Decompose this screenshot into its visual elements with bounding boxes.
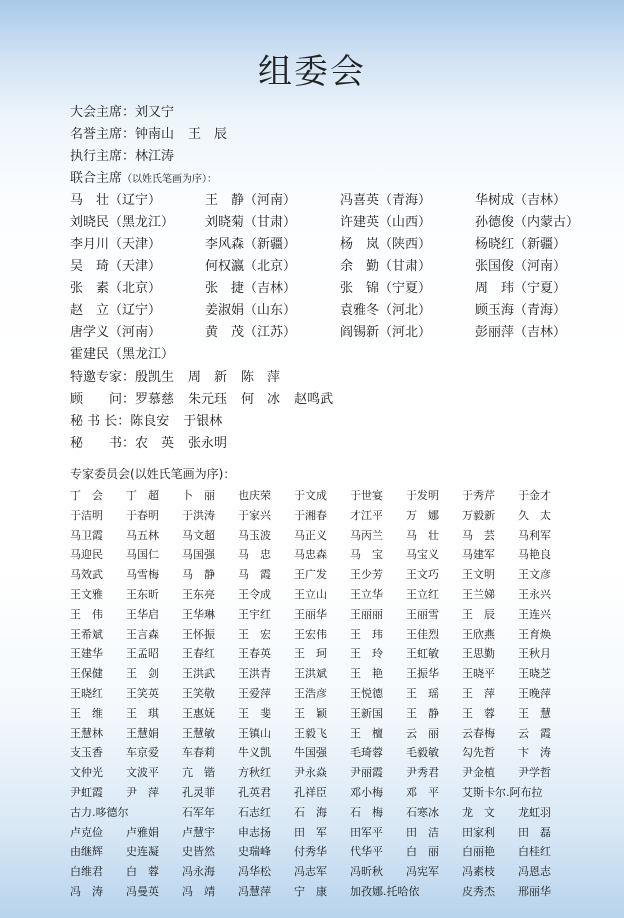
expert-name: 宁 康 — [294, 885, 327, 898]
expert-name: 尹 萍 — [126, 786, 159, 799]
expert-name: 马国强 — [182, 548, 215, 562]
expert-name: 冯志军 — [294, 865, 327, 879]
expert-name: 王立山 — [294, 588, 327, 601]
expert-name: 王宇红 — [238, 607, 271, 621]
expert-name: 王洪武 — [182, 667, 215, 681]
expert-name: 王 斐 — [238, 706, 271, 720]
expert-name: 王毅飞 — [294, 726, 327, 740]
expert-name: 冯永海 — [182, 865, 215, 879]
expert-name: 马国仁 — [126, 548, 159, 562]
expert-name: 田军平 — [350, 825, 383, 839]
expert-name: 王 琪 — [126, 706, 159, 720]
expert-name: 于洪涛 — [182, 508, 215, 522]
president-line — [70, 103, 188, 123]
expert-name: 王欣燕 — [462, 627, 495, 641]
expert-name: 王晓平 — [462, 667, 495, 681]
expert-name: 王思勤 — [462, 647, 495, 661]
expert-name: 万 娜 — [406, 508, 439, 522]
expert-name: 皮秀杰 — [462, 885, 495, 898]
expert-name: 万毅新 — [462, 508, 495, 522]
expert-name: 田家利 — [462, 825, 495, 839]
expert-name: 史连凝 — [126, 845, 159, 859]
joint-chair-name: 张 素（北京） — [70, 281, 162, 296]
expert-name: 云 丽 — [406, 726, 439, 740]
expert-name: 龙 文 — [462, 805, 495, 819]
joint-chair-name: 杨 岚（陕西） — [340, 237, 432, 252]
expert-name: 王 萍 — [462, 687, 495, 700]
expert-name: 马建军 — [462, 548, 495, 562]
expert-name: 王文雅 — [70, 588, 103, 601]
expert-name: 石 海 — [294, 805, 327, 819]
expert-name: 文仲光 — [70, 766, 103, 780]
expert-name: 马利军 — [518, 528, 551, 542]
expert-name: 王 瑶 — [406, 687, 439, 700]
expert-name: 王惠妩 — [182, 706, 215, 720]
expert-name: 王 宏 — [238, 627, 271, 641]
expert-name: 代华平 — [350, 845, 383, 859]
expert-name: 车京爱 — [126, 746, 159, 760]
advisors-line — [70, 390, 347, 410]
expert-name: 牛义凯 — [238, 746, 271, 760]
joint-chairs-heading — [70, 169, 217, 189]
expert-name: 毛琦蓉 — [350, 746, 383, 760]
expert-name: 王 伟 — [70, 607, 103, 621]
expert-name: 王连兴 — [518, 607, 551, 621]
expert-name: 石军年 — [182, 805, 215, 819]
joint-label: 联合主席 — [70, 171, 123, 186]
joint-note: （以姓氏笔画为序）： — [122, 174, 218, 185]
advisor-name: 赵鸣武 — [294, 392, 334, 407]
expert-name: 马文超 — [182, 528, 215, 542]
expert-name: 王 静 — [406, 706, 439, 720]
expert-name: 石志红 — [238, 805, 271, 819]
joint-chair-name: 杨晓红（新疆） — [475, 237, 567, 252]
experts-heading: 专家委员会(以姓氏笔画为序)： — [70, 467, 236, 481]
expert-name: 王立红 — [406, 588, 439, 601]
advisor-name: 罗慕慈 — [135, 392, 175, 407]
expert-name: 王令成 — [238, 588, 271, 601]
expert-name: 王慧敏 — [182, 726, 215, 740]
honorary-label: 名誉主席： — [70, 127, 136, 142]
expert-name: 王少芳 — [350, 568, 383, 582]
expert-name: 王兰娣 — [462, 588, 495, 601]
expert-name: 古力.哆德尔 — [70, 805, 129, 819]
honorary-line — [70, 125, 241, 145]
expert-name: 王爱萍 — [238, 687, 271, 700]
expert-name: 王孟昭 — [126, 647, 159, 661]
expert-name: 孔灵菲 — [182, 786, 215, 799]
expert-name: 王东昕 — [126, 588, 159, 601]
expert-name: 冯慧萍 — [238, 885, 271, 898]
joint-chair-name: 王 静（河南） — [205, 193, 297, 208]
expert-name: 王春英 — [238, 647, 271, 661]
expert-name: 卜 丽 — [182, 489, 215, 502]
expert-name: 丁 超 — [126, 489, 159, 502]
expert-name: 冯 靖 — [182, 885, 215, 898]
expert-name: 王丽丽 — [350, 607, 383, 621]
expert-name: 方秋红 — [238, 766, 271, 780]
president-name: 刘又宁 — [135, 105, 175, 120]
executive-line — [70, 147, 188, 167]
expert-name: 王立华 — [350, 588, 383, 601]
joint-chair-name: 刘晓民（黑龙江） — [70, 215, 175, 230]
expert-name: 王希斌 — [70, 627, 103, 641]
expert-name: 马雪梅 — [126, 568, 159, 582]
expert-name: 冯曼英 — [126, 885, 159, 898]
expert-name: 王悦德 — [350, 687, 383, 700]
expert-name: 王丽雪 — [406, 607, 439, 621]
expert-name: 王镇山 — [238, 726, 271, 740]
joint-chair-name: 刘晓菊（甘肃） — [205, 215, 297, 230]
expert-name: 冯恩志 — [518, 865, 551, 879]
joint-chair-name: 余 勤（甘肃） — [340, 259, 432, 274]
expert-name: 石 梅 — [350, 805, 383, 819]
joint-chair-name: 孙德俊（内蒙古） — [475, 215, 580, 230]
secretaries-line — [70, 434, 241, 454]
expert-name: 于家兴 — [238, 508, 271, 522]
expert-name: 马 忠 — [238, 548, 271, 562]
secretary-name: 张永明 — [188, 436, 228, 451]
expert-name: 马卫霞 — [70, 528, 103, 542]
expert-name: 毛毅敏 — [406, 746, 439, 760]
special-experts-line — [70, 368, 294, 388]
executive-label: 执行主席： — [70, 149, 136, 164]
expert-name: 孔英君 — [238, 786, 271, 799]
expert-name: 马忠森 — [294, 548, 327, 562]
joint-chair-name: 华树成（吉林） — [475, 193, 567, 208]
expert-name: 尹金植 — [462, 766, 495, 780]
joint-chair-name: 张 锦（宁夏） — [340, 281, 432, 296]
expert-name: 于洁明 — [70, 508, 103, 522]
special-expert-name: 陈 萍 — [241, 370, 281, 385]
expert-name: 王永兴 — [518, 588, 551, 601]
expert-name: 王言森 — [126, 627, 159, 641]
executive-name: 林江涛 — [135, 149, 175, 164]
secretary-general-name: 陈良安 — [130, 414, 170, 429]
expert-name: 冯华松 — [238, 865, 271, 879]
expert-name: 久 太 — [518, 508, 551, 522]
expert-name: 王华启 — [126, 607, 159, 621]
expert-name: 艾斯卡尔.阿布拉 — [462, 786, 543, 799]
expert-name: 白 丽 — [406, 845, 439, 859]
expert-name: 王浩彦 — [294, 687, 327, 700]
expert-name: 冯素枝 — [462, 865, 495, 879]
expert-name: 马 静 — [182, 568, 215, 582]
expert-name: 马宝义 — [406, 548, 439, 562]
expert-name: 王晚萍 — [518, 687, 551, 700]
expert-name: 王佳烈 — [406, 627, 439, 641]
expert-name: 于春明 — [126, 508, 159, 522]
expert-name: 邓小梅 — [350, 786, 383, 799]
expert-name: 王东亮 — [182, 588, 215, 601]
advisor-name: 朱元珏 — [188, 392, 228, 407]
joint-chair-name: 唐学义（河南） — [70, 325, 162, 340]
expert-name: 田 军 — [294, 825, 327, 839]
expert-name: 王丽华 — [294, 607, 327, 621]
joint-chair-name: 李月川（天津） — [70, 237, 162, 252]
expert-name: 马 芸 — [462, 528, 495, 542]
expert-name: 王 颖 — [294, 706, 327, 720]
expert-name: 云 霞 — [518, 726, 551, 740]
expert-name: 史瑞峰 — [238, 845, 271, 859]
expert-name: 孔祥臣 — [294, 786, 327, 799]
expert-name: 王秋月 — [518, 647, 551, 661]
expert-name: 付秀华 — [294, 845, 327, 859]
expert-name: 于金才 — [518, 489, 551, 502]
expert-name: 王笑敬 — [182, 687, 215, 700]
joint-chair-name: 马 壮（辽宁） — [70, 193, 162, 208]
expert-name: 龙虹羽 — [518, 805, 551, 819]
joint-chair-name: 黄 茂（江苏） — [205, 325, 297, 340]
joint-chair-name: 吴 琦（天津） — [70, 259, 162, 274]
expert-name: 于湘春 — [294, 508, 327, 522]
expert-name: 支玉香 — [70, 746, 103, 760]
expert-name: 丁 会 — [70, 489, 103, 502]
expert-name: 邢丽华 — [518, 885, 551, 898]
expert-name: 王笑英 — [126, 687, 159, 700]
secretary-general-name: 于银林 — [183, 414, 223, 429]
expert-name: 马艳良 — [518, 548, 551, 562]
expert-name: 马 宝 — [350, 548, 383, 562]
expert-name: 冯昕秋 — [350, 865, 383, 879]
expert-name: 亢 锴 — [182, 766, 215, 780]
expert-name: 于秀芹 — [462, 489, 495, 502]
expert-name: 才江平 — [350, 508, 383, 522]
expert-name: 卢慧宇 — [182, 825, 215, 839]
expert-name: 王 慧 — [518, 706, 551, 720]
expert-name: 王育焕 — [518, 627, 551, 641]
secretary-general-label: 秘 书 长： — [70, 414, 131, 429]
honorary-name: 钟南山 — [135, 127, 175, 142]
expert-name: 申志扬 — [238, 825, 271, 839]
expert-name: 王 维 — [70, 706, 103, 720]
joint-chair-name: 何权瀛（北京） — [205, 259, 297, 274]
joint-chair-name: 周 玮（宁夏） — [475, 281, 567, 296]
expert-name: 马正义 — [294, 528, 327, 542]
joint-chair-name: 冯喜英（青海） — [340, 193, 432, 208]
expert-name: 王广发 — [294, 568, 327, 582]
president-label: 大会主席： — [70, 105, 136, 120]
expert-name: 白丽艳 — [462, 845, 495, 859]
expert-name: 马玉波 — [238, 528, 271, 542]
special-expert-name: 殷凯生 — [135, 370, 175, 385]
expert-name: 王春红 — [182, 647, 215, 661]
expert-name: 冯 涛 — [70, 885, 103, 898]
expert-name: 王洪青 — [238, 667, 271, 681]
expert-name: 车春莉 — [182, 746, 215, 760]
expert-name: 马效武 — [70, 568, 103, 582]
page-title: 组委会 — [258, 52, 366, 92]
expert-name: 也庆荣 — [238, 489, 271, 502]
expert-name: 卢雅娟 — [126, 825, 159, 839]
secretary-name: 农 英 — [135, 436, 175, 451]
expert-name: 王怀振 — [182, 627, 215, 641]
expert-name: 尹学哲 — [518, 766, 551, 780]
joint-chair-name: 霍建民（黑龙江） — [70, 347, 175, 362]
joint-chair-name: 袁雅冬（河北） — [340, 303, 432, 318]
expert-name: 邓 平 — [406, 786, 439, 799]
expert-name: 王 辰 — [462, 607, 495, 621]
joint-chair-name: 赵 立（辽宁） — [70, 303, 162, 318]
secretaries-label: 秘 书： — [70, 436, 136, 451]
joint-chair-name: 张国俊（河南） — [475, 259, 567, 274]
joint-chair-name: 许建英（山西） — [340, 215, 432, 230]
joint-chair-name: 阎锡新（河北） — [340, 325, 432, 340]
secretary-general-line — [70, 412, 236, 432]
expert-name: 田 洁 — [406, 825, 439, 839]
expert-name: 由继辉 — [70, 845, 103, 859]
expert-name: 加孜娜.托哈依 — [350, 885, 420, 898]
expert-name: 冯宪军 — [406, 865, 439, 879]
expert-name: 王 艳 — [350, 667, 383, 681]
joint-chair-name: 李风森（新疆） — [205, 237, 297, 252]
expert-name: 牛国强 — [294, 746, 327, 760]
expert-name: 王文巧 — [406, 568, 439, 582]
expert-name: 尹虹霞 — [70, 786, 103, 799]
expert-name: 王文明 — [462, 568, 495, 582]
joint-chair-name: 彭丽萍（吉林） — [475, 325, 567, 340]
advisor-name: 何 冰 — [241, 392, 281, 407]
expert-name: 王宏伟 — [294, 627, 327, 641]
expert-name: 马 壮 — [406, 528, 439, 542]
advisors-label: 顾 问： — [70, 392, 136, 407]
expert-name: 卢克俭 — [70, 825, 103, 839]
joint-chair-name: 姜淑娟（山东） — [205, 303, 297, 318]
expert-name: 王 蓉 — [462, 706, 495, 720]
expert-name: 王振华 — [406, 667, 439, 681]
expert-name: 马丙兰 — [350, 528, 383, 542]
expert-name: 于文成 — [294, 489, 327, 502]
expert-name: 王保健 — [70, 667, 103, 681]
expert-name: 王 玲 — [350, 647, 383, 661]
expert-name: 于世宴 — [350, 489, 383, 502]
expert-name: 田 磊 — [518, 825, 551, 839]
expert-name: 卞 涛 — [518, 746, 551, 760]
expert-name: 王 玮 — [350, 627, 383, 641]
expert-name: 白 蓉 — [126, 865, 159, 879]
expert-name: 尹秀君 — [406, 766, 439, 780]
expert-name: 白桂红 — [518, 845, 551, 859]
expert-name: 王洪斌 — [294, 667, 327, 681]
expert-name: 于发明 — [406, 489, 439, 502]
expert-name: 王建华 — [70, 647, 103, 661]
joint-chair-name: 顾玉海（青海） — [475, 303, 567, 318]
expert-name: 云春梅 — [462, 726, 495, 740]
expert-name: 王 剑 — [126, 667, 159, 681]
special-expert-name: 周 新 — [188, 370, 228, 385]
expert-name: 王华琳 — [182, 607, 215, 621]
expert-name: 王文彦 — [518, 568, 551, 582]
expert-name: 王慧林 — [70, 726, 103, 740]
expert-name: 白维君 — [70, 865, 103, 879]
expert-name: 尹丽霞 — [350, 766, 383, 780]
expert-name: 尹永焱 — [294, 766, 327, 780]
expert-name: 马迎民 — [70, 548, 103, 562]
expert-name: 王虹敏 — [406, 647, 439, 661]
joint-chair-name: 张 捷（吉林） — [205, 281, 297, 296]
expert-name: 马五林 — [126, 528, 159, 542]
special-experts-label: 特邀专家： — [70, 370, 136, 385]
expert-name: 马 霞 — [238, 568, 271, 582]
expert-name: 史皆然 — [182, 845, 215, 859]
expert-name: 王 檀 — [350, 726, 383, 740]
expert-name: 王慧娟 — [126, 726, 159, 740]
expert-name: 王 珂 — [294, 647, 327, 661]
honorary-name: 王 辰 — [188, 127, 228, 142]
expert-name: 王晓芝 — [518, 667, 551, 681]
expert-name: 文波平 — [126, 766, 159, 780]
expert-name: 石寒冰 — [406, 805, 439, 819]
expert-name: 勾先哲 — [462, 746, 495, 760]
expert-name: 王晓红 — [70, 687, 103, 700]
expert-name: 王新国 — [350, 706, 383, 720]
